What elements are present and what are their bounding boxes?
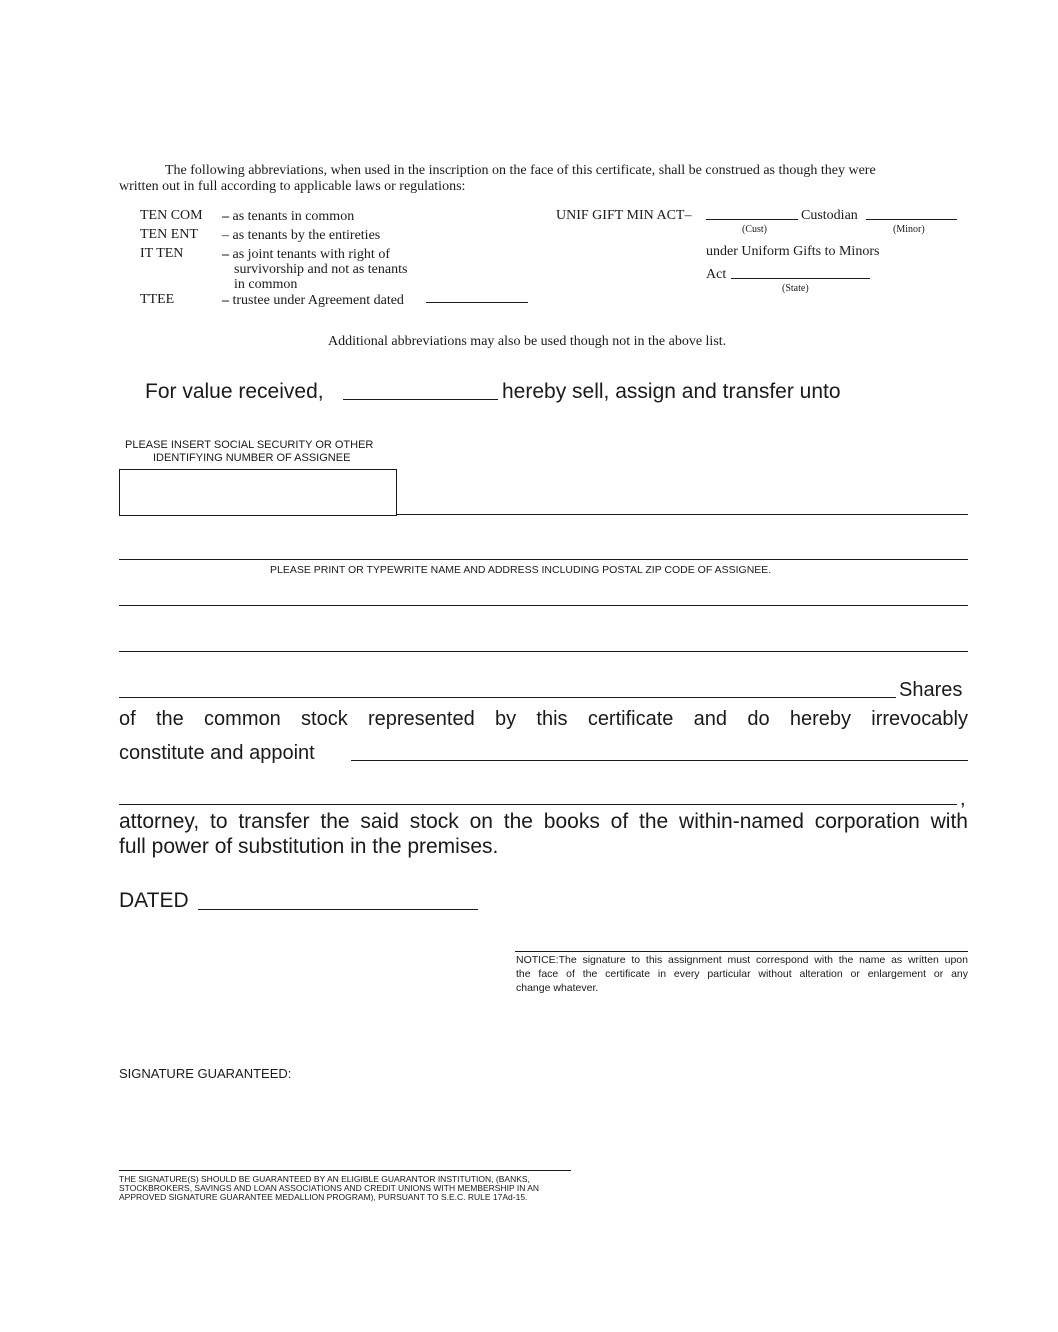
date-line[interactable] (198, 909, 478, 910)
minor-line[interactable] (866, 219, 957, 220)
ssn-label-1: PLEASE INSERT SOCIAL SECURITY OR OTHER (125, 439, 374, 451)
transfer-unto-label: hereby sell, assign and transfer unto (502, 380, 841, 403)
additional-note: Additional abbreviations may also be used though not in the above list. (328, 334, 727, 349)
attorney-text-1: attorney, to transfer the said stock on the books of the within-named corporation with (119, 810, 968, 833)
under-label: under Uniform Gifts to Minors (706, 244, 880, 259)
name-address-caption: PLEASE PRINT OR TYPEWRITE NAME AND ADDRESS INCLUDING POSTAL ZIP CODE OF ASSIGNEE. (270, 564, 772, 576)
shares-label: Shares (899, 679, 963, 701)
abbr-desc-text: trustee under Agreement dated (232, 293, 404, 308)
comma-mark: , (960, 788, 966, 810)
state-caption: (State) (782, 283, 809, 294)
signature-guaranteed-label: SIGNATURE GUARANTEED: (119, 1066, 292, 1081)
act-label: Act (706, 267, 727, 282)
abbr-code-it-ten: IT TEN (140, 246, 184, 261)
attorney-text-2: full power of substitution in the premises. (119, 835, 499, 858)
intro-line-2: written out in full according to applicable laws or regulations: (119, 179, 466, 194)
notice-line-1: NOTICE:The signature to this assignment must correspond with the name as written upon (516, 954, 968, 966)
abbr-dash: – (222, 293, 229, 308)
ssn-input-box[interactable] (119, 469, 397, 516)
guarantor-signature-line[interactable] (119, 1170, 571, 1171)
abbr-code-ten-com: TEN COM (140, 208, 203, 223)
abbr-desc-it-ten-3: in common (234, 277, 298, 292)
assignee-name-line[interactable] (119, 559, 968, 560)
abbr-dash: – (222, 228, 229, 243)
ssn-label-2: IDENTIFYING NUMBER OF ASSIGNEE (153, 452, 351, 464)
abbr-dash: – (222, 209, 229, 224)
abbr-desc-it-ten (222, 247, 390, 262)
attorney-line-2[interactable] (119, 804, 957, 805)
ttee-date-line[interactable] (426, 302, 528, 303)
abbr-code-ttee: TTEE (140, 292, 175, 307)
constitute-label: constitute and appoint (119, 742, 315, 764)
abbr-desc-ten-com (222, 209, 354, 224)
cust-caption: (Cust) (742, 224, 767, 235)
transferor-line[interactable] (343, 399, 498, 400)
cust-line[interactable] (706, 219, 798, 220)
notice-line-3: change whatever. (516, 982, 599, 994)
address-line-2[interactable] (119, 651, 968, 652)
abbr-desc-ten-ent (222, 228, 380, 243)
abbr-code-ten-ent: TEN ENT (140, 227, 198, 242)
notice-line-2: the face of the certificate in every particular without alteration or enlargement or any (516, 968, 968, 980)
abbr-desc-text: as tenants in common (232, 209, 355, 224)
abbr-desc-it-ten-2: survivorship and not as tenants (234, 262, 408, 277)
guarantee-note-2: STOCKBROKERS, SAVINGS AND LOAN ASSOCIATIONS AND CREDIT UNIONS WITH MEMBERSHIP IN AN (119, 1183, 540, 1193)
assignee-line-1[interactable] (396, 514, 968, 515)
custodian-label: Custodian (801, 208, 858, 223)
intro-line-1: The following abbreviations, when used in the inscription on the face of this certificate, shall be construed as though they were (165, 163, 876, 178)
dated-label: DATED (119, 889, 189, 912)
gift-act-label: UNIF GIFT MIN ACT– (556, 208, 692, 223)
abbr-dash: – (222, 247, 229, 262)
abbr-desc-text: as joint tenants with right of (232, 247, 390, 262)
abbr-desc-text: as tenants by the entireties (232, 228, 381, 243)
stock-text: of the common stock represented by this certificate and do hereby irrevocably (119, 708, 968, 730)
signature-line[interactable] (515, 951, 968, 952)
attorney-name-line[interactable] (351, 760, 968, 761)
guarantee-note-1: THE SIGNATURE(S) SHOULD BE GUARANTEED BY AN ELIGIBLE GUARANTOR INSTITUTION, (BANKS, (119, 1174, 530, 1184)
state-line[interactable] (731, 278, 870, 279)
value-received-label: For value received, (145, 380, 324, 403)
minor-caption: (Minor) (893, 224, 925, 235)
shares-line[interactable] (119, 697, 896, 698)
address-line-1[interactable] (119, 605, 968, 606)
guarantee-note-3: APPROVED SIGNATURE GUARANTEE MEDALLION PROGRAM), PURSUANT TO S.E.C. RULE 17Ad-15. (119, 1192, 528, 1202)
abbr-desc-ttee (222, 293, 404, 308)
